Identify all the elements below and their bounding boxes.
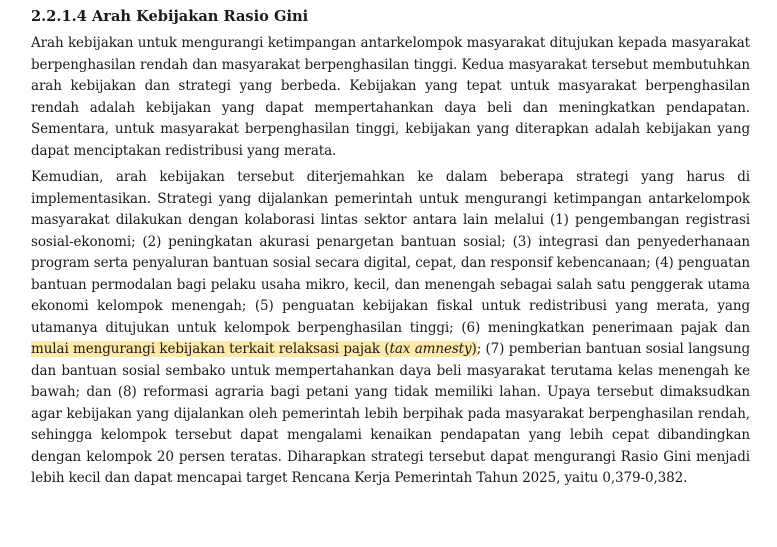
paragraph-1: Arah kebijakan untuk mengurangi ketimpangan antarkelompok masyarakat ditujukan kepada masyarakat berpenghasilan rendah dan masyarakat berpenghasilan tinggi. Kedua masyarakat tersebut membutuhkan arah kebijakan dan strategi yang berbeda. Kebijakan yang tepat untuk masyarakat berpenghasilan rendah adalah kebijakan yang dapat mempertahankan daya beli dan meningkatkan pendapatan. Sementara, untuk masyarakat berpenghasilan tinggi, kebijakan yang diterapkan adalah kebijakan yang dapat menciptakan redistribusi yang merata. bbox=[31, 35, 750, 159]
section-heading: 2.2.1.4 Arah Kebijakan Rasio Gini bbox=[31, 8, 309, 25]
highlight-italic-term: tax amnesty bbox=[389, 341, 472, 357]
paragraph-2-text-a: Kemudian, arah kebijakan tersebut diterjemahkan ke dalam beberapa strategi yang harus di implementasikan. Strategi yang dijalankan pemerintah untuk mengurangi ketimpangan antarkelompok masyarakat dilakukan dengan kolaborasi lintas sektor antara lain melalui (1) pengembangan registrasi sosial-ekonomi; (2) peningkatan akurasi penargetan bantuan sosial; (3) integrasi dan penyederhanaan program serta penyaluran bantuan sosial secara digital, cepat, dan responsif kebencanaan; (4) penguatan bantuan permodalan bagi pelaku usaha mikro, kecil, dan menengah sebagai salah satu penggerak utama ekonomi kelompok menengah; (5) penguatan kebijakan fiskal untuk redistribusi yang merata, yang utamanya ditujukan untuk kelompok berpenghasilan tinggi; (6) meningkatkan penerimaan pajak dan bbox=[31, 169, 750, 336]
highlighted-text bbox=[31, 341, 477, 357]
document-page bbox=[31, 6, 750, 495]
highlight-text-main: mulai mengurangi kebijakan terkait relaksasi pajak ( bbox=[31, 341, 390, 357]
highlight-close-paren: ) bbox=[471, 341, 477, 357]
paragraph-2 bbox=[31, 167, 750, 490]
paragraph-2-text-b: ; (7) pemberian bantuan sosial langsung dan bantuan sosial sembako untuk mempertahankan daya beli masyarakat terutama kelas menengah ke bawah; dan (8) reformasi agraria bagi petani yang tidak memiliki lahan. Upaya tersebut dimaksudkan agar kebijakan yang dijalankan oleh pemerintah lebih berpihak pada masyarakat berpenghasilan rendah, sehingga kelompok tersebut dapat mengalami kenaikan pendapatan yang lebih cepat dibandingkan dengan kelompok 20 persen teratas. Diharapkan strategi tersebut dapat mengurangi Rasio Gini menjadi lebih kecil dan dapat mencapai target Rencana Kerja Pemerintah Tahun 2025, yaitu 0,379-0,382. bbox=[31, 341, 750, 486]
